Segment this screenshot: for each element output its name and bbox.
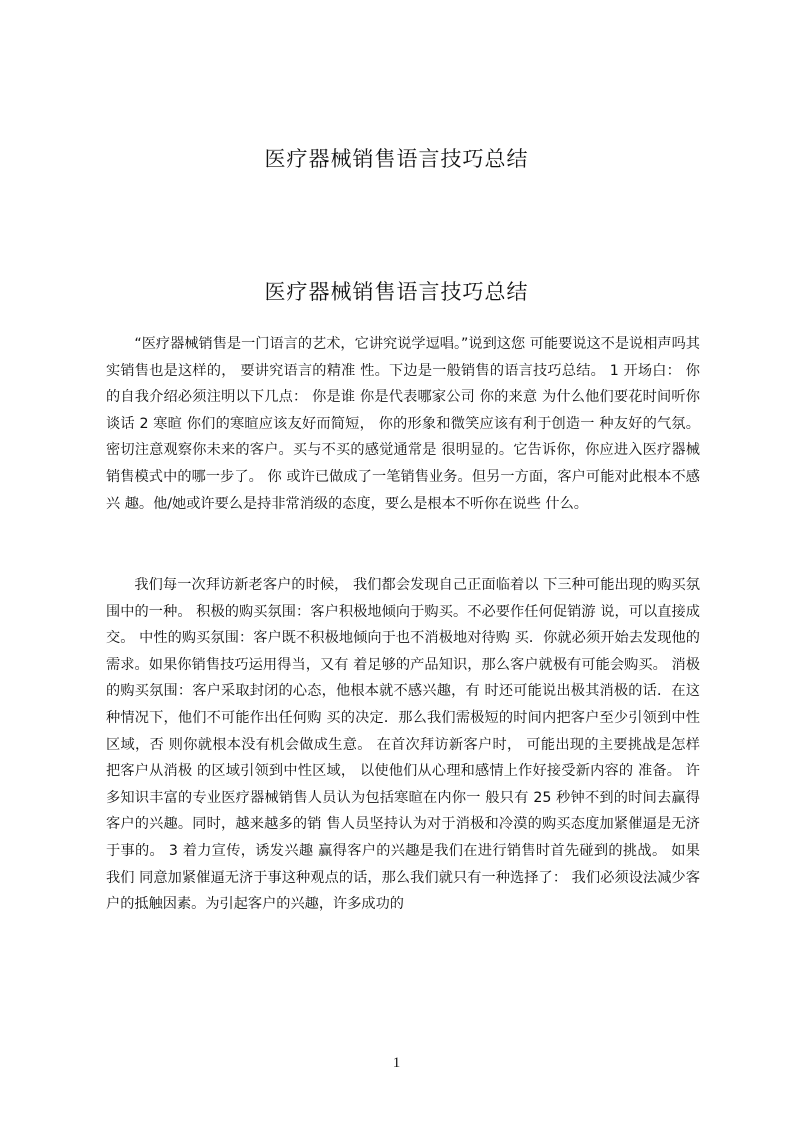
paragraph-buying-atmosphere: 我们每一次拜访新老客户的时候， 我们都会发现自己正面临着以 下三种可能出现的购买氛围中的一种。 积极的购买氛围：客户积极地倾向于购买。不必要作任何促销游 说，可以直接成交。 中性的购买氛围：客户既不积极地倾向于也不消极地对待购 买．你就必须开始去发现他的需求。如果你销售技巧运用得当，又有 着足够的产品知识，那么客户就极有可能会购买。 消极的购买氛围：客户采取封闭的心态，他根本就不感兴趣，有 时还可能说出极其消极的话．在这种情况下，他们不可能作出任何购 买的决定．那么我们需极短的时间内把客户至少引领到中性区域，否 则你就根本没有机会做成生意。 在首次拜访新客户时， 可能出现的主要挑战是怎样把客户从消极 的区域引领到中性区域， 以使他们从心理和感情上作好接受新内容的 准备。 许多知识丰富的专业医疗器械销售人员认为包括寒暄在内你一 般只有 25 秒钟不到的时间去赢得客户的兴趣。同时，越来越多的销 售人员坚持认为对于消极和冷漠的购买态度加紧催逼是无济于事的。 3 着力宣传，诱发兴趣 赢得客户的兴趣是我们在进行销售时首先碰到的挑战。 如果我们 同意加紧催逼无济于事这种观点的话，那么我们就只有一种选择了： 我们必须设法减少客户的抵触因素。为引起客户的兴趣，许多成功的	[106, 577, 700, 913]
page-number: 1	[392, 1055, 401, 1071]
header-title: 医疗器械销售语言技巧总结	[264, 147, 529, 171]
paragraph-intro: “医疗器械销售是一门语言的艺术，它讲究说学逗唱。”说到这您 可能要说这不是说相声吗其实销售也是这样的， 要讲究语言的精准 性。下边是一般销售的语言技巧总结。 1 开场白： 你的自我介绍必须注明以下几点： 你是谁 你是代表哪家公司 你的来意 为什么他们要花时间听你谈话 2 寒暄 你们的寒暄应该友好而简短， 你的形象和微笑应该有利于创造一 种友好的气氛。密切注意观察你未来的客户。买与不买的感觉通常是 很明显的。它告诉你，你应进入医疗器械销售模式中的哪一步了。 你 或许已做成了一笔销售业务。但另一方面，客户可能对此根本不感兴 趣。他/她或许要么是持非常消级的态度，要么是根本不听你在说些 什么。	[106, 336, 700, 512]
main-title: 医疗器械销售语言技巧总结	[264, 280, 529, 304]
